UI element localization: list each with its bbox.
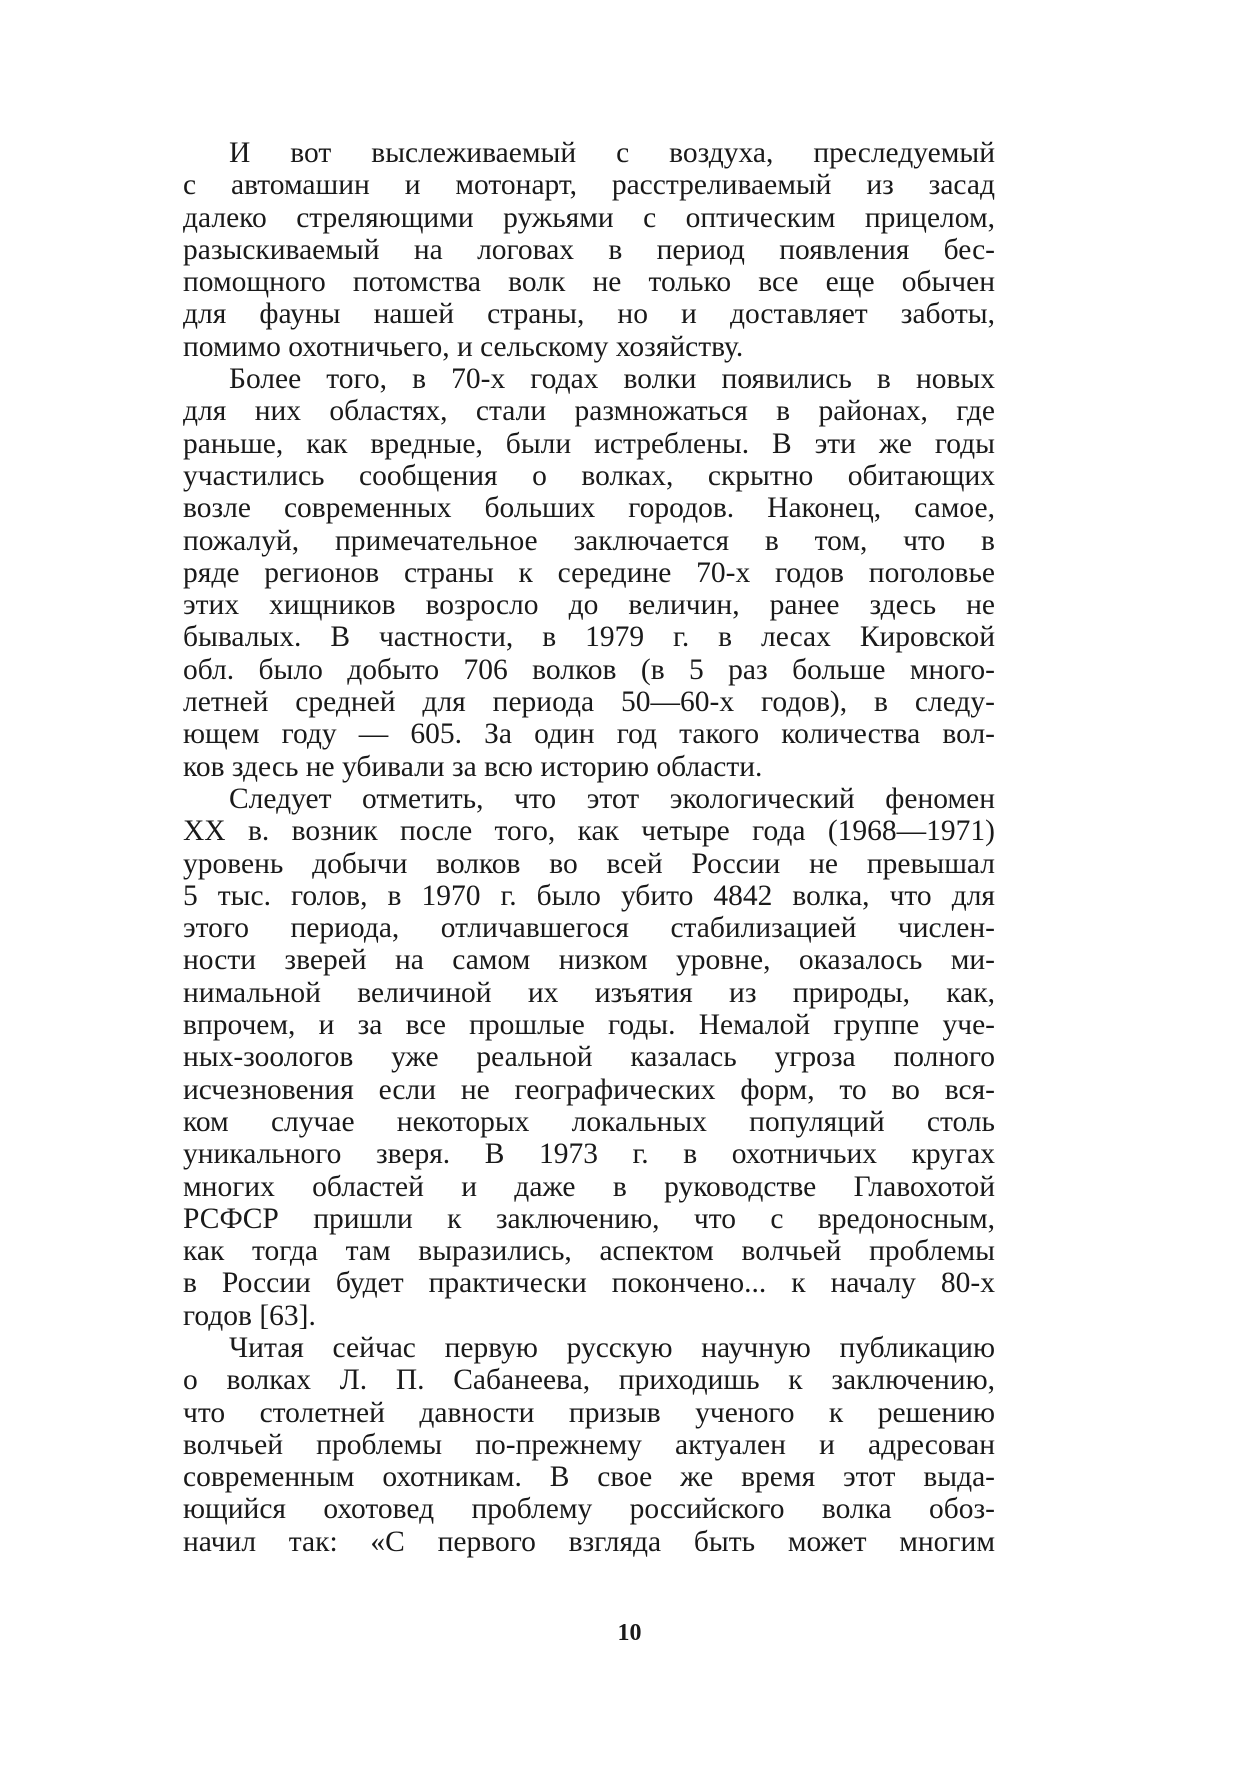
text-line: волчьей проблемы по-прежнему актуален и адресован	[183, 1428, 995, 1461]
text-line: возле современных больших городов. Наконец, самое,	[183, 492, 995, 525]
text-line: этого периода, отличавшегося стабилизацией числен-	[183, 912, 995, 945]
text-line: летней средней для периода 50—60-х годов), в следу-	[183, 686, 995, 719]
text-line: этих хищников возросло до величин, ранее здесь не	[183, 589, 995, 622]
text-line: далеко стреляющими ружьями с оптическим прицелом,	[183, 201, 995, 234]
text-line: исчезновения если не географических форм, то во вся-	[183, 1073, 995, 1106]
text-line: пожалуй, примечательное заключается в том, что в	[183, 524, 995, 557]
text-line: разыскиваемый на логовах в период появления бес-	[183, 233, 995, 266]
text-line: годов [63].	[183, 1299, 316, 1332]
text-line: современным охотникам. В свое же время этот выда-	[183, 1461, 995, 1494]
text-line: Читая сейчас первую русскую научную публикацию	[229, 1331, 995, 1364]
paragraph	[183, 363, 995, 783]
paragraph	[183, 137, 995, 363]
text-line: ком случае некоторых локальных популяций столь	[183, 1105, 995, 1138]
text-line: участились сообщения о волках, скрытно обитающих	[183, 459, 995, 492]
text-line: раньше, как вредные, были истреблены. В эти же годы	[183, 427, 995, 460]
text-line: XX в. возник после того, как четыре года (1968—1971)	[183, 815, 995, 848]
text-line: ющем году — 605. За один год такого количества вол-	[183, 718, 995, 751]
text-line: ющийся охотовед проблему российского волка обоз-	[183, 1493, 995, 1526]
text-line: как тогда там выразились, аспектом волчьей проблемы	[183, 1235, 995, 1268]
text-line: Более того, в 70-х годах волки появились в новых	[229, 363, 995, 396]
text-line: о волках Л. П. Сабанеева, приходишь к заключению,	[183, 1364, 995, 1397]
text-line: обл. было добыто 706 волков (в 5 раз больше много-	[183, 653, 995, 686]
text-line: помимо охотничьего, и сельскому хозяйству.	[183, 330, 744, 363]
text-line: для фауны нашей страны, но и доставляет заботы,	[183, 298, 995, 331]
body-text	[183, 137, 995, 1558]
text-line: бывалых. В частности, в 1979 г. в лесах Кировской	[183, 621, 995, 654]
text-line: в России будет практически покончено... к началу 80-х	[183, 1267, 995, 1300]
text-line: уровень добычи волков во всей России не превышал	[183, 847, 995, 880]
text-line: начил так: «С первого взгляда быть может многим	[183, 1525, 995, 1558]
paragraph	[183, 783, 995, 1332]
text-line: впрочем, и за все прошлые годы. Немалой группе уче-	[183, 1009, 995, 1042]
text-line: Следует отметить, что этот экологический феномен	[229, 782, 995, 815]
text-line: ности зверей на самом низком уровне, оказалось ми-	[183, 944, 995, 977]
text-line: ряде регионов страны к середине 70-х годов поголовье	[183, 556, 995, 589]
text-line: РСФСР пришли к заключению, что с вредоносным,	[183, 1202, 995, 1235]
paragraph	[183, 1332, 995, 1558]
page-number: 10	[617, 1620, 642, 1646]
text-line: ков здесь не убивали за всю историю области.	[183, 750, 763, 783]
text-line: для них областях, стали размножаться в районах, где	[183, 395, 995, 428]
text-line: 5 тыс. голов, в 1970 г. было убито 4842 волка, что для	[183, 879, 995, 912]
text-line: что столетней давности призыв ученого к решению	[183, 1396, 995, 1429]
text-line: многих областей и даже в руководстве Главохотой	[183, 1170, 995, 1203]
text-line: уникального зверя. В 1973 г. в охотничьих кругах	[183, 1138, 995, 1171]
text-line: И вот выслеживаемый с воздуха, преследуемый	[229, 137, 995, 169]
text-line: с автомашин и мотонарт, расстреливаемый из засад	[183, 169, 995, 202]
text-line: помощного потомства волк не только все еще обычен	[183, 266, 995, 299]
text-line: нимальной величиной их изъятия из природы, как,	[183, 976, 995, 1009]
text-line: ных-зоологов уже реальной казалась угроза полного	[183, 1041, 995, 1074]
